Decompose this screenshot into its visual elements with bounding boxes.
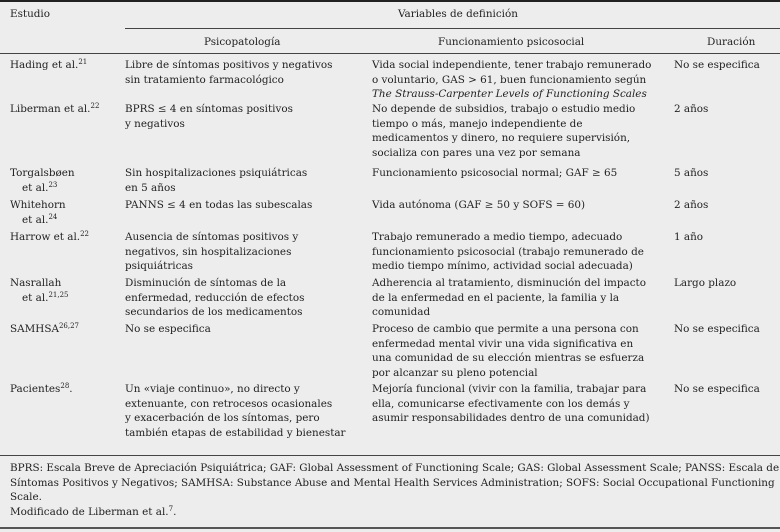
cell-estudio	[10, 382, 73, 397]
cell-duracion: No se especifica	[674, 59, 760, 71]
header-duracion: Duración	[707, 36, 756, 48]
cell-estudio	[10, 230, 89, 245]
header-variables-group: Variables de definición	[398, 8, 518, 20]
cell-psicopatologia: Sin hospitalizaciones psiquiátricas en 5 años	[125, 167, 308, 194]
estudio-citation: Harrow et al.$^{22}$	[10, 230, 90, 243]
footnote-line: Scale.	[10, 491, 42, 504]
cell-estudio	[10, 58, 87, 73]
cell-funcionamiento: No depende de subsidios, trabajo o estudio medio tiempo o más, manejo independiente de medicamentos y dinero, no requiere supervisión, socializa con pares una vez por semana	[372, 103, 636, 159]
cell-funcionamiento: Trabajo remunerado a medio tiempo, adecuado funcionamiento psicosocial (trabajo remunerado de medio tiempo mínimo, actividad social adecuada)	[372, 231, 644, 273]
cell-duracion: 2 años	[674, 199, 709, 211]
cell-funcionamiento: Mejoría funcional (vivir con la familia, trabajar para ella, comunicarse efectivamente con los demás y asumir responsabilidades dentro de una comunidad)	[372, 383, 650, 425]
cell-duracion: 1 año	[674, 231, 704, 243]
scale-name-italic: The Strauss-Carpenter Levels of Functioning Scales	[372, 88, 647, 101]
estudio-citation: et al.$^{24}$	[22, 212, 58, 226]
cell-duracion: No se especifica	[674, 323, 760, 335]
estudio-citation: Pacientes$^{28}$.	[10, 382, 73, 395]
cell-psicopatologia: No se especifica	[125, 323, 211, 335]
footnote-source: Modificado de Liberman et al.$^7$.	[10, 504, 177, 518]
cell-funcionamiento: Funcionamiento psicosocial normal; GAF ≥ 65	[372, 167, 618, 179]
estudio-citation: SAMHSA$^{26,27}$	[10, 322, 79, 335]
footnote-bottom-rule	[0, 527, 780, 529]
estudio-citation: Hading et al.$^{21}$	[10, 58, 88, 71]
cell-psicopatologia: Libre de síntomas positivos y negativos sin tratamiento farmacológico	[125, 59, 333, 86]
cell-duracion: Largo plazo	[674, 277, 737, 289]
estudio-citation: et al.$^{21,25}$	[22, 290, 69, 304]
table-bottom-rule	[0, 455, 780, 456]
footnote-line: BPRS: Escala Breve de Apreciación Psiquiátrica; GAF: Global Assessment of Functioning Scale; GAS: Global Assessment Scale; PANSS: Escala de	[10, 462, 780, 474]
cell-estudio	[10, 102, 99, 117]
header-group-rule	[125, 28, 780, 29]
cell-duracion: No se especifica	[674, 383, 760, 395]
cell-estudio: Nasrallah et al.$^{21,25}$	[10, 277, 69, 304]
header-psicopatologia: Psicopatología	[204, 36, 281, 48]
cell-funcionamiento: Adherencia al tratamiento, disminución del impacto de la enfermedad en el paciente, la familia y la comunidad	[372, 277, 646, 319]
header-bottom-rule	[0, 53, 780, 54]
cell-funcionamiento: Vida social independiente, tener trabajo remunerado o voluntario, GAS > 61, buen funcionamiento según The Strauss-Carpenter Levels of Functioning Scales	[372, 59, 652, 101]
cell-duracion: 2 años	[674, 103, 709, 115]
cell-estudio	[10, 322, 79, 337]
cell-duracion: 5 años	[674, 167, 709, 179]
cell-funcionamiento: Vida autónoma (GAF ≥ 50 y SOFS = 60)	[372, 199, 586, 211]
cell-psicopatologia: Disminución de síntomas de la enfermedad, reducción de efectos secundarios de los medicamentos	[125, 277, 305, 319]
estudio-citation: Liberman et al.$^{22}$	[10, 102, 100, 115]
table-footnote	[10, 461, 780, 519]
cell-estudio: Torgalsbøen et al.$^{23}$	[10, 167, 75, 194]
table-top-rule	[0, 0, 780, 2]
header-estudio: Estudio	[10, 8, 51, 20]
cell-psicopatologia: PANNS ≤ 4 en todas las subescalas	[125, 199, 313, 211]
cell-psicopatologia: Un «viaje continuo», no directo y extenuante, con retrocesos ocasionales y exacerbación de los síntomas, pero también etapas de estabilidad y bienestar	[125, 383, 346, 439]
header-funcionamiento: Funcionamiento psicosocial	[438, 36, 585, 48]
estudio-citation: et al.$^{23}$	[22, 180, 58, 194]
cell-estudio: Whitehorn et al.$^{24}$	[10, 199, 66, 226]
footnote-line: Síntomas Positivos y Negativos; SAMHSA: Substance Abuse and Mental Health Services Administration; SOFS: Social Occupational Functioning	[10, 476, 775, 489]
cell-funcionamiento: Proceso de cambio que permite a una persona con enfermedad mental vivir una vida significativa en una comunidad de su elección mientras se esfuerza por alcanzar su pleno potencial	[372, 323, 645, 379]
cell-psicopatologia: BPRS ≤ 4 en síntomas positivos y negativos	[125, 103, 293, 130]
cell-psicopatologia: Ausencia de síntomas positivos y negativos, sin hospitalizaciones psiquiátricas	[125, 231, 299, 273]
